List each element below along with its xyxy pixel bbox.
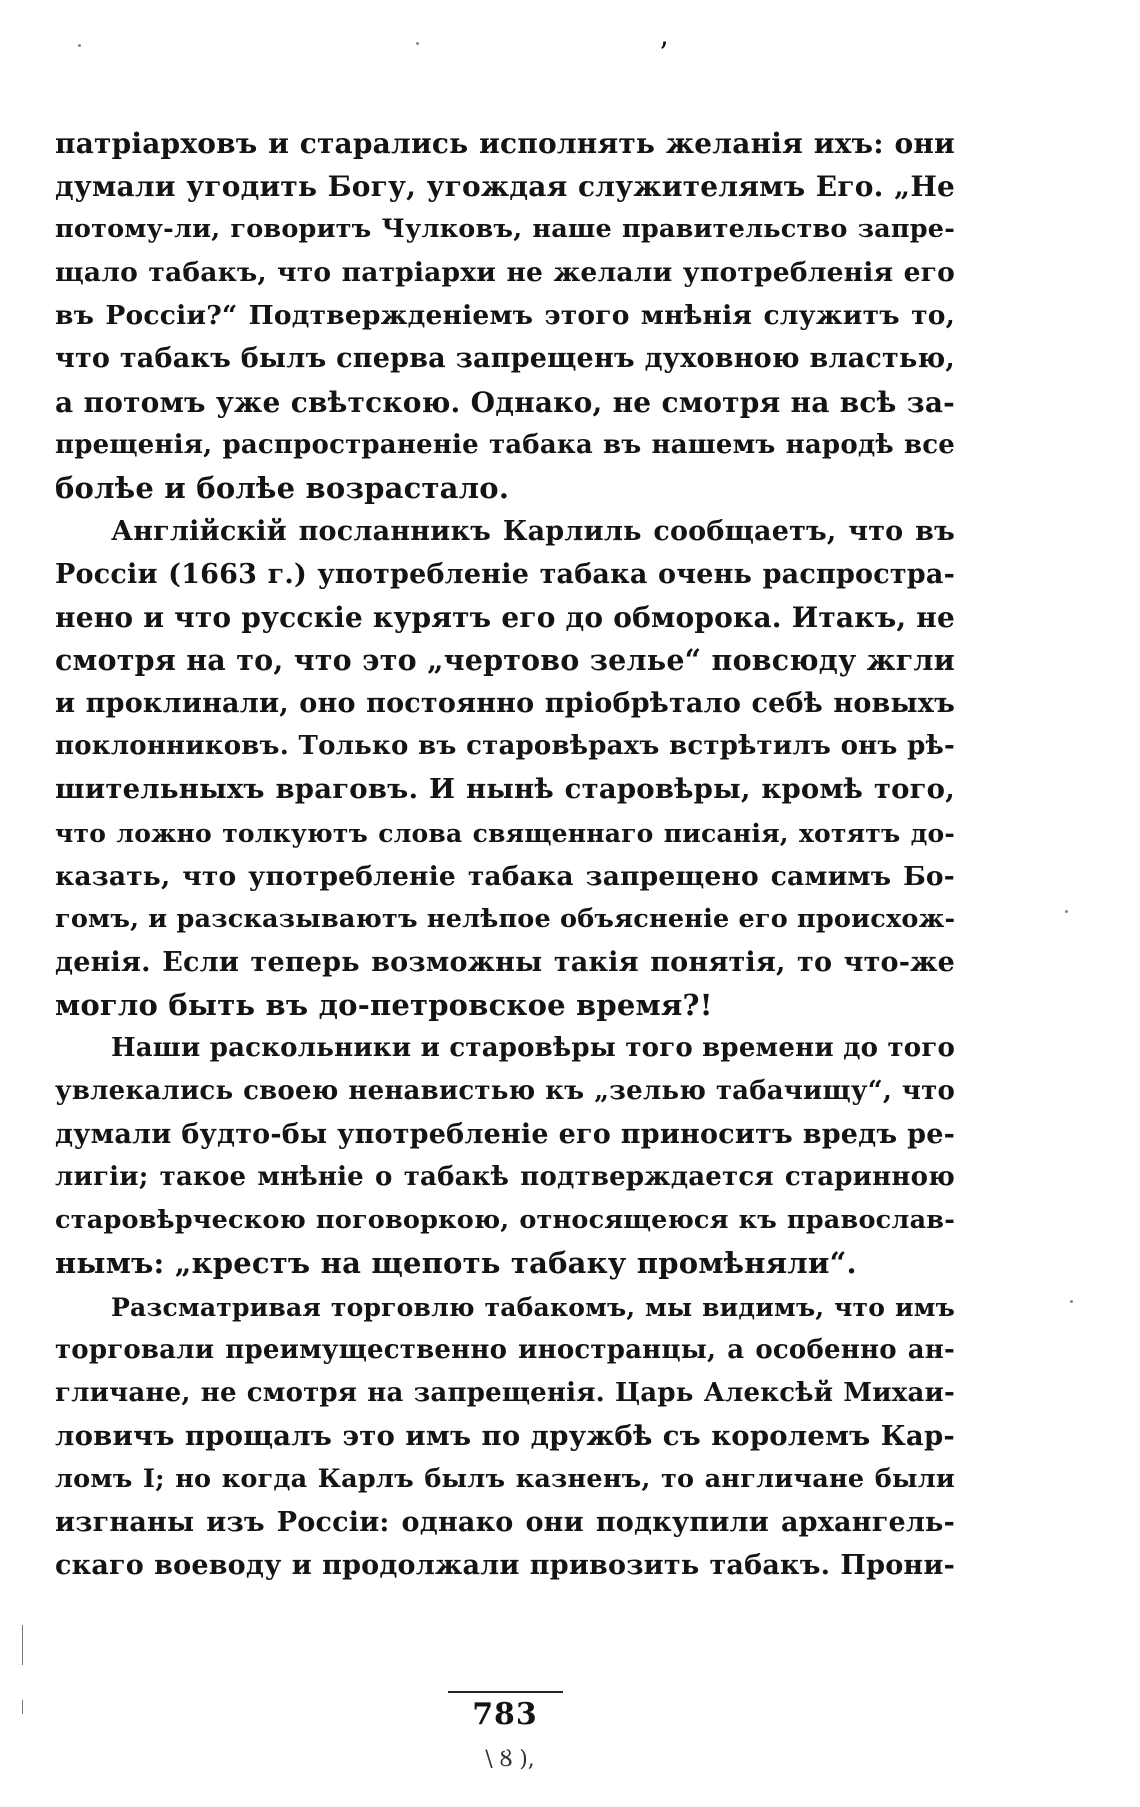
text-line: нено и что русскіе курятъ его до обморока. Итакъ, не — [55, 601, 955, 635]
text-line: гличане, не смотря на запрещенія. Царь Алексѣй Михаи- — [55, 1377, 955, 1408]
text-line: Россіи (1663 г.) употребленіе табака очень распростра- — [55, 558, 955, 590]
text-line: что ложно толкуютъ слова священнаго писанія, хотятъ до- — [55, 818, 955, 848]
text-line: что табакъ былъ сперва запрещенъ духовною властью, — [55, 343, 955, 375]
body-text — [55, 122, 955, 1587]
text-line: ломъ I; но когда Карлъ былъ казненъ, то англичане были — [55, 1463, 955, 1494]
text-line: изгнаны изъ Россіи: однако они подкупили архангель- — [55, 1507, 955, 1538]
text-line: смотря на то, что это „чертово зелье“ повсюду жгли — [55, 643, 955, 678]
text-line: гомъ, и разсказываютъ нелѣпое объясненіе его происхож- — [55, 903, 956, 934]
text-line: и проклинали, оно постоянно пріобрѣтало себѣ новыхъ — [55, 688, 955, 720]
text-line: прещенія, распространеніе табака въ нашемъ народѣ все — [55, 429, 955, 460]
text-line: Разсматривая торговлю табакомъ, мы видимъ, что имъ — [111, 1292, 955, 1322]
scan-speck — [416, 42, 419, 45]
text-line: болѣе и болѣе возрастало. — [55, 470, 510, 505]
text-line: скаго воеводу и продолжали привозить табакъ. Прони- — [55, 1550, 955, 1582]
text-line: въ Россіи?“ Подтвержденіемъ этого мнѣнія служитъ то, — [55, 300, 955, 332]
text-line: ловичъ прощалъ это имъ по дружбѣ съ королемъ Кар- — [55, 1419, 955, 1452]
text-line: потому-ли, говоритъ Чулковъ, наше правительство запре- — [55, 214, 955, 245]
text-line: а потомъ уже свѣтскою. Однако, не смотря на всѣ за- — [55, 385, 955, 419]
text-line: патріарховъ и старались исполнять желанія ихъ: они — [55, 127, 955, 160]
text-line: Наши раскольники и старовѣры того времени до того — [111, 1032, 955, 1063]
text-line: нымъ: „крестъ на щепоть табаку промѣняли“. — [55, 1246, 857, 1281]
footer-rule — [448, 1691, 563, 1693]
text-line: думали угодить Богу, угождая служителямъ Его. „Не — [55, 170, 955, 204]
text-line: лигіи; такое мнѣніе о табакѣ подтверждается старинною — [55, 1162, 955, 1193]
scan-speck — [1065, 910, 1068, 913]
text-line: думали будто-бы употребленіе его приноситъ вредъ ре- — [55, 1119, 955, 1151]
edge-scan-mark — [22, 1625, 23, 1665]
text-line: старовѣрческою поговоркою, относящеюся къ православ- — [55, 1205, 955, 1236]
page-number: 783 — [472, 1697, 538, 1732]
edge-scan-mark — [22, 1700, 23, 1714]
library-stamp-mark: \ Ȣ ), — [485, 1747, 535, 1772]
text-line: казать, что употребленіе табака запрещено самимъ Бо- — [55, 860, 955, 892]
text-line: щало табакъ, что патріархи не желали употребленія его — [55, 257, 955, 289]
text-line: шительныхъ враговъ. И нынѣ старовѣры, кромѣ того, — [55, 773, 955, 806]
scan-speck — [1070, 1300, 1073, 1303]
text-line: увлекались своею ненавистью къ „зелью табачищу“, что — [55, 1076, 955, 1107]
text-line: Англійскій посланникъ Карлиль сообщаетъ, что въ — [111, 515, 955, 547]
top-ink-mark: ʼ — [658, 37, 668, 72]
text-line: денія. Если теперь возможны такія понятія, то что-же — [55, 946, 955, 978]
scan-speck — [78, 44, 81, 47]
text-line: поклонниковъ. Только въ старовѣрахъ встрѣтилъ онъ рѣ- — [55, 731, 955, 762]
text-line: могло быть въ до-петровское время?! — [55, 987, 713, 1022]
text-line: торговали преимущественно иностранцы, а особенно ан- — [55, 1334, 955, 1365]
